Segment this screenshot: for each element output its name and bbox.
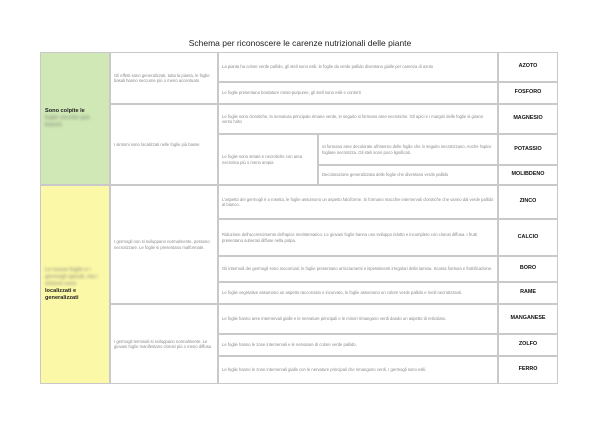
desc-zinco: L'aspetto dei germogli è a rosetta, le foglie assumono un aspetto falciforme. Si formano macchie internervali clorotiche che vanno dal verde pallido al bianco.	[218, 185, 498, 219]
nutrient-zinco: ZINCO	[498, 185, 558, 219]
desc-ferro: Le foglie hanno le zone internervali gialle con le nervature principali che rimangono verdi. I germogli sono esili.	[218, 356, 498, 384]
nutrient-rame: RAME	[498, 282, 558, 304]
desc-rame: Le foglie vegetative assumono un aspetto raccorciato e incurvato, le foglie assumono un colore verde pallido e rivoli necrotizzanti.	[218, 282, 498, 304]
desc-magnesio: Le foglie sono clorotiche, la nervatura principale rimane verde, in seguito si formano aree necrotiche. Gli apici e i margini delle foglie si girano verso l'alto	[218, 104, 498, 134]
nutrient-boro: BORO	[498, 256, 558, 282]
group-old-leaves	[40, 52, 110, 185]
page-title: Schema per riconoscere le carenze nutrizionali delle piante	[188, 38, 412, 48]
desc-azoto: La pianta ha colore verde pallido, gli steli sono esili, le foglie da verde pallido diventano gialle per carenza di azoto	[218, 52, 498, 82]
desc-necrosis: Le foglie sono striate e necrotiche con area necrotica più o meno ampia	[218, 134, 318, 185]
nutrient-potassio: POTASSIO	[498, 134, 558, 165]
nutrient-molibdeno: MOLIBDENO	[498, 165, 558, 185]
nutrient-deficiency-table	[40, 52, 558, 384]
nutrient-magnesio: MAGNESIO	[498, 104, 558, 134]
symptom-general: Gli effetti sono generalizzati, tutta la pianta, le foglie basali hanno seccume più o meno accentuato	[110, 52, 218, 104]
desc-zolfo: Le foglie hanno le zone internervali e le nervature di colore verde pallido.	[218, 334, 498, 356]
desc-molibdeno: Decolorazione generalizzata delle foglie che diventano verde pallido	[318, 165, 498, 185]
symptom-localized: I sintomi sono localizzati nelle foglie più basse	[110, 104, 218, 185]
blurred-text: foglie vecchie (più basse)	[45, 115, 90, 128]
group-title: Sono colpite le	[45, 108, 85, 114]
nutrient-ferro: FERRO	[498, 356, 558, 384]
desc-boro: Gli internodi dei germogli sono raccorciati, le foglie presentano arricciamenti e ispessimenti irregolari della lamina. Scarsa fioritura e fruttificazione.	[218, 256, 498, 282]
blurred-text: Le nuove foglie e i germogli apicali, ma i sintomi sono	[45, 267, 98, 287]
nutrient-calcio: CALCIO	[498, 219, 558, 256]
symptom-shoots-normal: I germogli terminali si sviluppano normalmente. Le giovani foglie manifestano clorosi più o meno diffusa	[110, 304, 218, 384]
desc-fosforo: Le foglie presentano bordature rosso-purpuree, gli steli sono esili e contorti	[218, 82, 498, 104]
desc-calcio: Riduzione dell'accrescimento dell'apice meristematico. Le giovani foglie hanno uno sviluppo ridotto e incompleto con clorosi diffusa. I frutti presentano suberosi diffuse nella polpa.	[218, 219, 498, 256]
desc-potassio: Si formano aree decolorate all'interno delle foglie che in seguito necrotizzano. Anche l'apice fogliare necrotizza. Gli steli sono poco lignificati.	[318, 134, 498, 165]
group-extra: localizzati e generalizzati	[45, 288, 79, 301]
desc-manganese: Le foglie hanno aree internervali gialle e le nervature principali e le minori rimangono verdi dando un aspetto di reticolato.	[218, 304, 498, 334]
nutrient-fosforo: FOSFORO	[498, 82, 558, 104]
nutrient-azoto: AZOTO	[498, 52, 558, 82]
symptom-shoots-malformed: I germogli non si sviluppano normalmente, possono necrotizzare. Le foglie si presentano malformate.	[110, 185, 218, 304]
nutrient-manganese: MANGANESE	[498, 304, 558, 334]
nutrient-zolfo: ZOLFO	[498, 334, 558, 356]
group-new-leaves	[40, 185, 110, 384]
